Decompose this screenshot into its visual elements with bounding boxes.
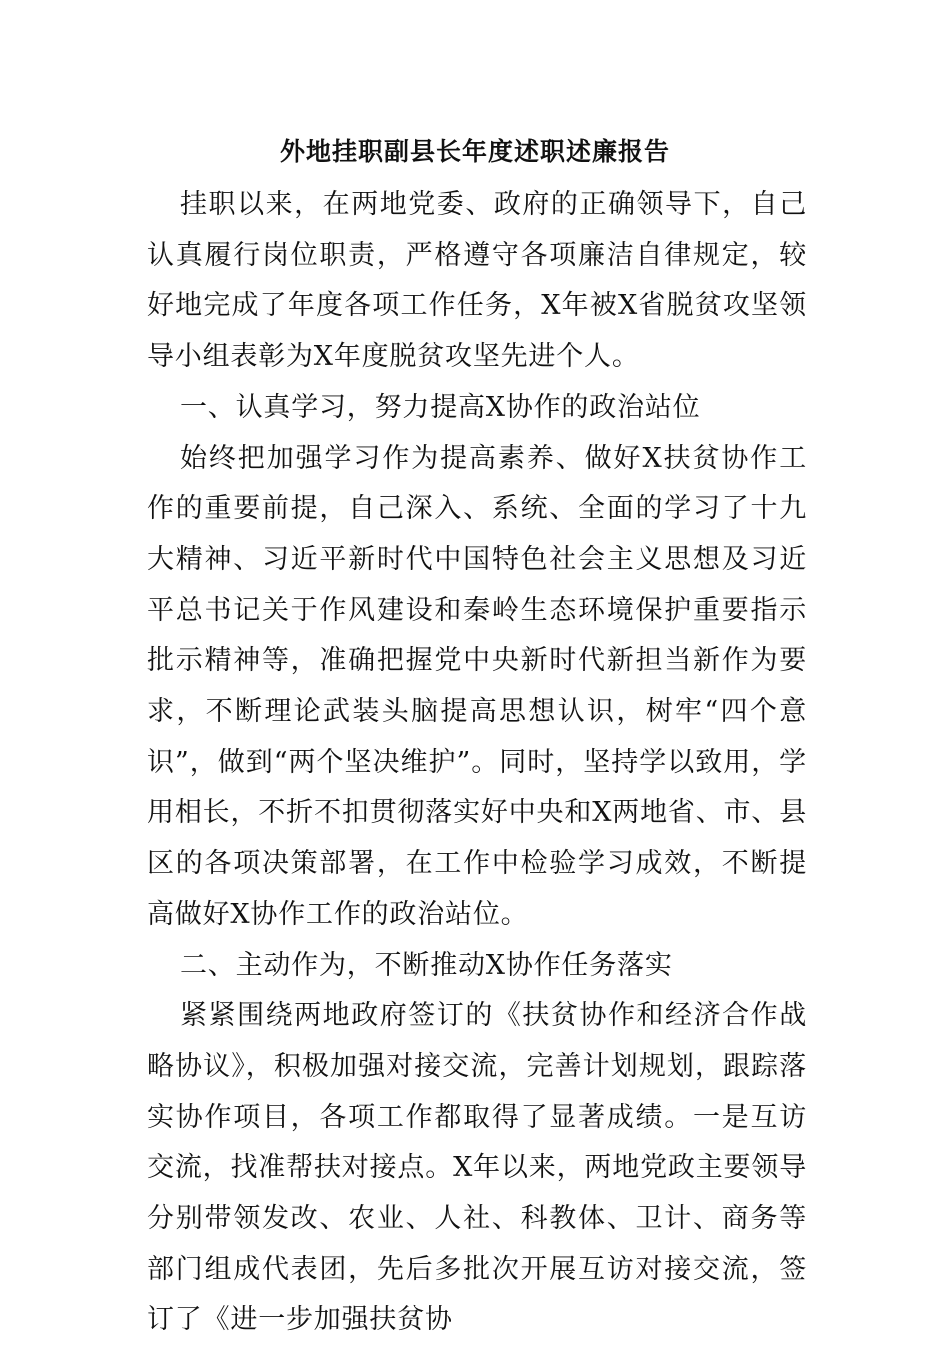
section-1-paragraph: 始终把加强学习作为提高素养、做好X扶贫协作工作的重要前提，自己深入、系统、全面的学习了十九大精神、习近平新时代中国特色社会主义思想及习近平总书记关于作风建设和秦岭生态环境保护重要指示批示精神等，准确把握党中央新时代新担当新作为要求，不断理论武装头脑提高思想认识，树牢“四个意识”，做到“两个坚决维护”。同时，坚持学以致用，学用相长，不折不扣贯彻落实好中央和X两地省、市、县区的各项决策部署，在工作中检验学习成效，不断提高做好X协作工作的政治站位。 bbox=[147, 442, 807, 930]
section-2-paragraph: 紧紧围绕两地政府签订的《扶贫协作和经济合作战略协议》，积极加强对接交流，完善计划规划，跟踪落实协作项目，各项工作都取得了显著成绩。一是互访交流，找准帮扶对接点。X年以来，两地党政主要领导分别带领发改、农业、人社、科教体、卫计、商务等部门组成代表团，先后多批次开展互访对接交流，签订了《进一步加强扶贫协 bbox=[147, 1000, 807, 1336]
intro-paragraph: 挂职以来，在两地党委、政府的正确领导下，自己认真履行岗位职责，严格遵守各项廉洁自律规定，较好地完成了年度各项工作任务，X年被X省脱贫攻坚领导小组表彰为X年度脱贫攻坚先进个人。 bbox=[147, 189, 807, 373]
document-body bbox=[147, 180, 807, 1346]
section-heading-1: 一、认真学习，努力提高X协作的政治站位 bbox=[180, 391, 701, 423]
document-title: 外地挂职副县长年度述职述廉报告 bbox=[279, 137, 670, 166]
section-heading-2: 二、主动作为，不断推动X协作任务落实 bbox=[180, 949, 673, 981]
